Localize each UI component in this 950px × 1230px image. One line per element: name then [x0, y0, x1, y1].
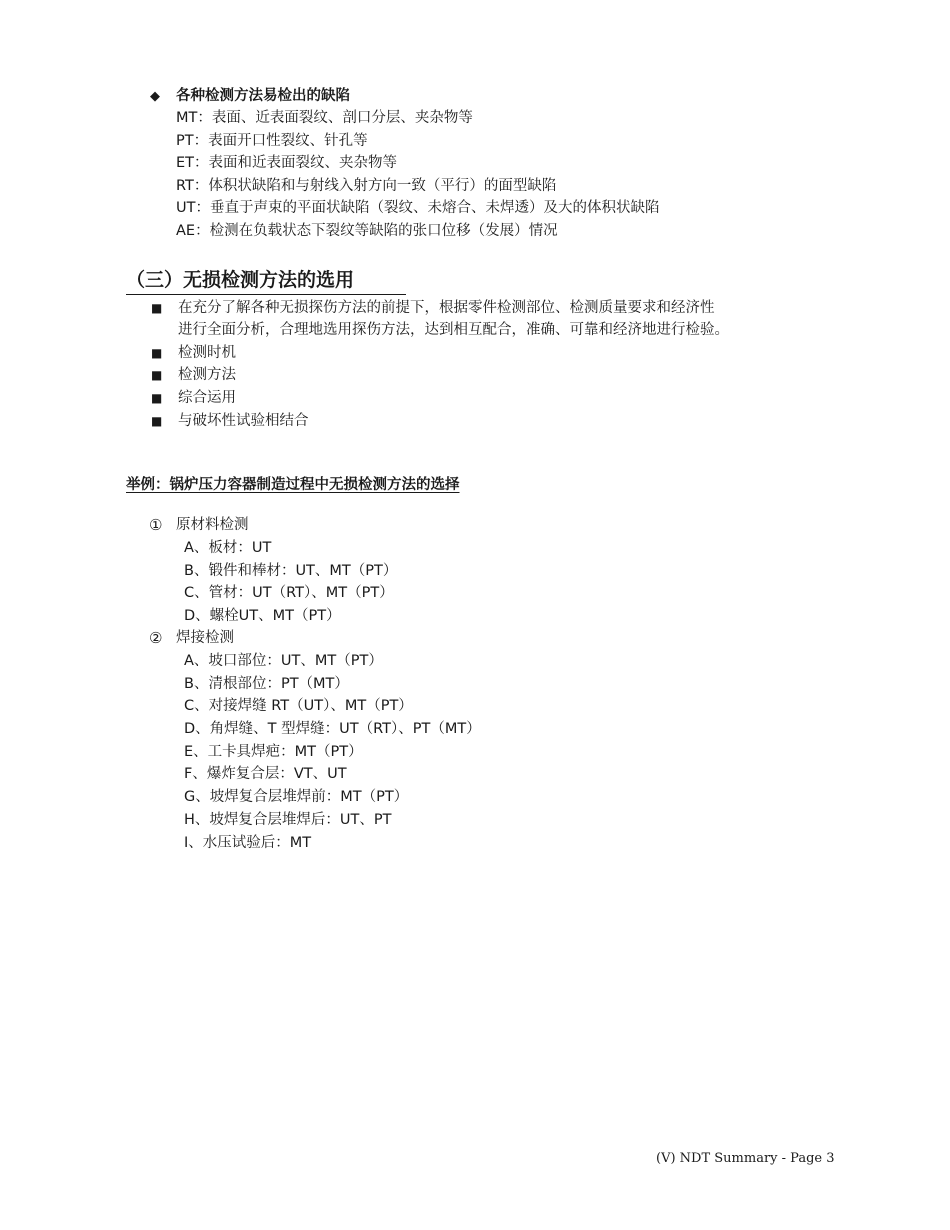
defect-line: PT：表面开口性裂纹、针孔等 [176, 133, 368, 149]
list-item: C、对接焊缝 RT（UT）、MT（PT） [184, 698, 413, 714]
list-item: F、爆炸复合层：VT、UT [184, 766, 347, 782]
bullet-text-continued: 进行全面分析，合理地选用探伤方法，达到相互配合，准确、可靠和经济地进行检验。 [178, 322, 729, 338]
bullet-text: 检测方法 [178, 367, 236, 383]
circled-number-icon: ② [149, 629, 163, 647]
list-item: D、角焊缝、T 型焊缝：UT（RT）、PT（MT） [184, 721, 481, 737]
list-item: I、水压试验后：MT [184, 835, 312, 851]
defect-line: UT：垂直于声束的平面状缺陷（裂纹、未熔合、未焊透）及大的体积状缺陷 [176, 200, 660, 216]
list-item: A、板材：UT [184, 540, 272, 556]
bullet-text: 与破坏性试验相结合 [178, 413, 309, 429]
list-item: H、坡焊复合层堆焊后：UT、PT [184, 812, 392, 828]
list-item: A、坡口部位：UT、MT（PT） [184, 653, 383, 669]
list-item: B、清根部位：PT（MT） [184, 676, 349, 692]
defect-line: RT：体积状缺陷和与射线入射方向一致（平行）的面型缺陷 [176, 178, 557, 194]
list-item: D、螺栓UT、MT（PT） [184, 608, 341, 624]
section-title: （三）无损检测方法的选用 [126, 266, 406, 295]
bullet-text: 在充分了解各种无损探伤方法的前提下，根据零件检测部位、检测质量要求和经济性 [178, 300, 715, 316]
group-title: 原材料检测 [176, 517, 249, 533]
square-bullet-icon: ■ [151, 346, 163, 360]
square-bullet-icon: ■ [151, 414, 163, 428]
square-bullet-icon: ■ [151, 368, 163, 382]
bullet-text: 检测时机 [178, 345, 236, 361]
list-item: B、锻件和棒材：UT、MT（PT） [184, 563, 398, 579]
group-title: 焊接检测 [176, 630, 234, 646]
defect-line: ET：表面和近表面裂纹、夹杂物等 [176, 155, 398, 171]
list-item: E、工卡具焊疤：MT（PT） [184, 744, 363, 760]
defect-line: MT：表面、近表面裂纹、剖口分层、夹杂物等 [176, 110, 473, 126]
bullet-text: 综合运用 [178, 390, 236, 406]
circled-number-icon: ① [149, 516, 163, 534]
square-bullet-icon: ■ [151, 301, 163, 315]
example-title: 举例：锅炉压力容器制造过程中无损检测方法的选择 [126, 477, 460, 493]
defects-title: 各种检测方法易检出的缺陷 [176, 88, 350, 104]
defect-line: AE：检测在负载状态下裂纹等缺陷的张口位移（发展）情况 [176, 223, 558, 239]
list-item: G、坡焊复合层堆焊前：MT（PT） [184, 789, 409, 805]
diamond-bullet-icon: ◆ [150, 89, 160, 104]
defects-heading [150, 86, 350, 107]
page-footer: (V) NDT Summary - Page 3 [656, 1151, 835, 1166]
list-item: C、管材：UT（RT）、MT（PT） [184, 585, 394, 601]
square-bullet-icon: ■ [151, 391, 163, 405]
